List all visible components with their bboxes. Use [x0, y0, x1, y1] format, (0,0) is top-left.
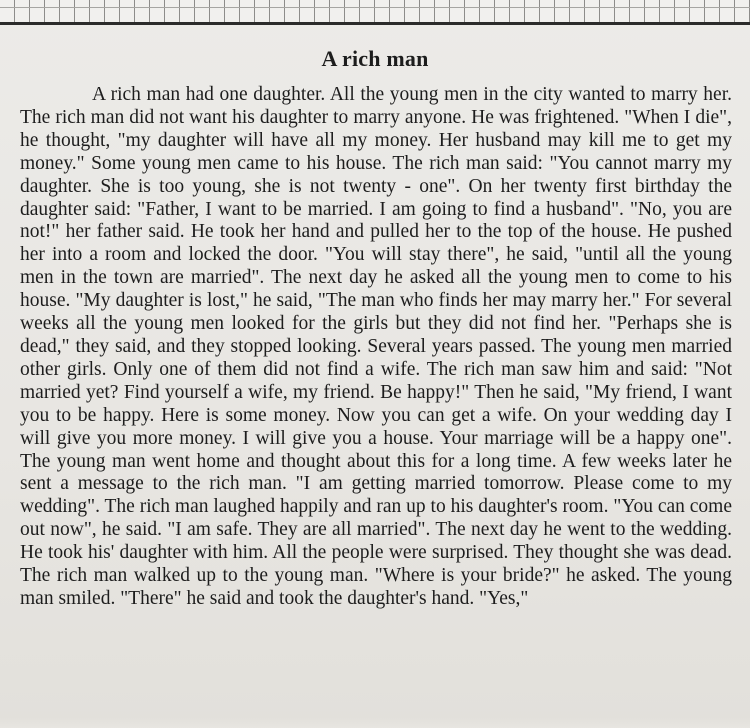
story-body — [20, 84, 732, 611]
page-bottom-edge — [0, 718, 750, 728]
page-header-border — [0, 0, 750, 25]
story-title: A rich man — [321, 46, 429, 71]
story-text: A rich man had one daughter. All the young men in the city wanted to marry her. The rich man did not want his daughter to marry anyone. He was frightened. "When I die", he thought, "my daughter will have all my money. Her husband may kill me to get my money." Some young men came to his house. The rich man said: "You cannot marry my daughter. She is too young, she is not twenty - one". On her twenty first birthday the daughter said: "Father, I want to be married. I am going to find a husband". "No, you are not!" her father said. He took her hand and pulled her to the top of the house. He pushed her into a room and locked the door. "You will stay there", he said, "until all the young men in the town are married". The next day he asked all the young men to come to his house. "My daughter is lost," he said, "The man who finds her may marry her." For several weeks all the young men looked for the girls but they did not find her. "Perhaps she is dead," they said, and they stopped looking. Several years passed. The young men married other girls. Only one of them did not find a wife. The rich man saw him and said: "Not married yet? Find yourself a wife, my friend. Be happy!" Then he said, "My friend, I want you to be happy. Here is some money. Now you can get a wife. On your wedding day I will give you more money. I will give you a house. Your marriage will be a happy one". The young man went home and thought about this for a long time. A few weeks later he sent a message to the rich man. "I am getting married tomorrow. Please come to my wedding". The rich man laughed happily and ran up to his daughter's room. "You can come out now", he said. "I am safe. They are all married". The next day he went to the wedding. He took his' daughter with him. All the people were surprised. They thought she was dead. The rich man walked up to the young man. "Where is your bride?" he asked. The young man smiled. "There" he said and took the daughter's hand. "Yes," — [20, 84, 732, 609]
